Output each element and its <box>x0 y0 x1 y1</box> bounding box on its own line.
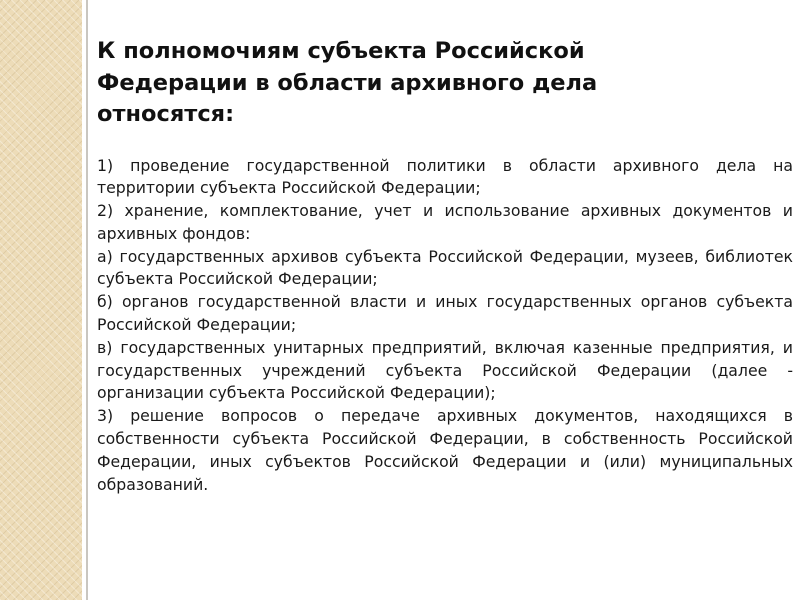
title-line-2: Федерации в области архивного дела <box>97 69 598 96</box>
paragraph-item-2b: б) органов государственной власти и иных государственных органов субъекта Российской Федерации; <box>97 292 793 335</box>
paragraph-item-2: 2) хранение, комплектование, учет и использование архивных документов и архивных фондов: <box>97 201 793 243</box>
slide-content <box>97 36 793 496</box>
slide-body <box>97 155 793 497</box>
paragraph-item-2a: а) государственных архивов субъекта Российской Федерации, музеев, библиотек субъекта Российской Федерации; <box>97 246 793 289</box>
paragraph-item-3: 3) решение вопросов о передаче архивных документов, находящихся в собственности субъекта Российской Федерации, в собственность Российской Федерации, иных субъектов Российской Федерации и (или) муниципальных образований. <box>97 406 793 494</box>
decorative-side-strip <box>0 0 82 600</box>
paragraph-item-1: 1) проведение государственной политики в области архивного дела на территории субъекта Российской Федерации; <box>97 155 793 198</box>
title-line-3: относятся: <box>97 101 235 127</box>
slide-title <box>97 36 793 131</box>
side-divider <box>86 0 88 600</box>
paragraph-item-2c: в) государственных унитарных предприятий, включая казенные предприятия, и государственных учреждений субъекта Российской Федерации (далее - организации субъекта Российской Федерации); <box>97 337 793 403</box>
title-line-1: К полномочиям субъекта Российской <box>97 38 585 64</box>
